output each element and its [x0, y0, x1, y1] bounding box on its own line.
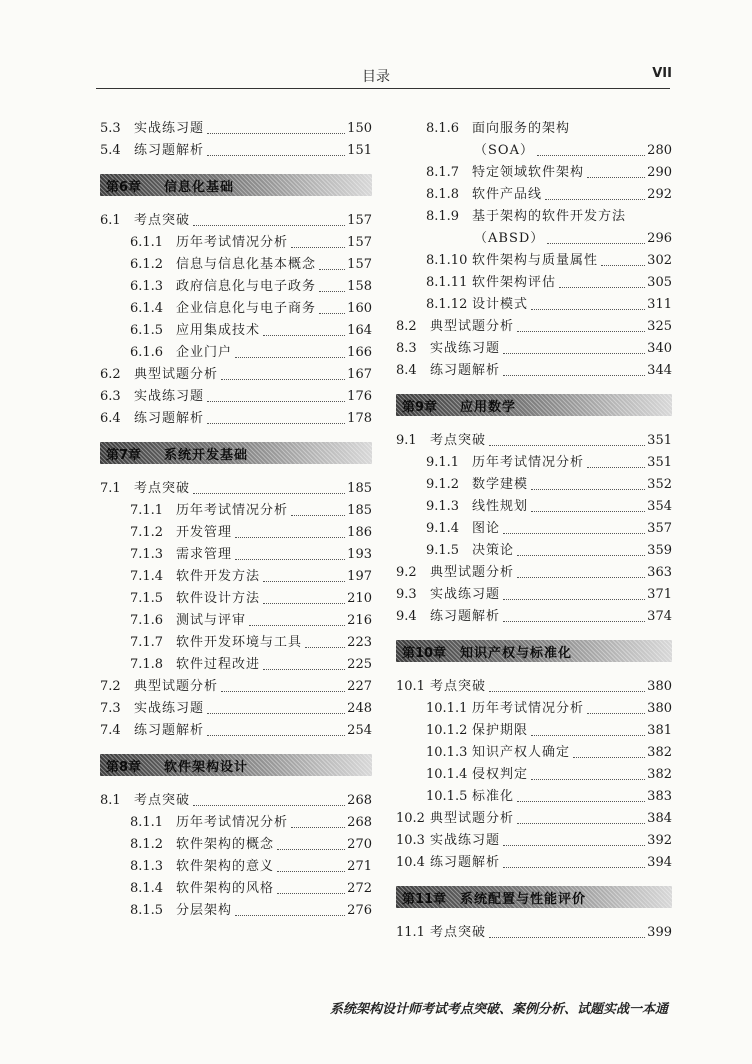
toc-entry[interactable]: 8.1.7 特定领域软件架构 290	[426, 165, 672, 180]
toc-entry[interactable]: 8.1.3 软件架构的意义 271	[130, 859, 372, 874]
toc-entry[interactable]: 6.4 练习题解析 178	[100, 411, 372, 426]
toc-entry[interactable]: 7.2 典型试题分析 227	[100, 679, 372, 694]
toc-entry[interactable]: 8.4 练习题解析 344	[396, 363, 672, 378]
toc-entry[interactable]: 9.4 练习题解析 374	[396, 609, 672, 624]
toc-entry[interactable]: 9.1.1 历年考试情况分析 351	[426, 455, 672, 470]
toc-entry[interactable]: 8.1.11 软件架构评估 305	[426, 275, 672, 290]
toc-entry[interactable]: 8.3 实战练习题 340	[396, 341, 672, 356]
toc-entry[interactable]: 8.1.4 软件架构的风格 272	[130, 881, 372, 896]
header-title: 目录	[362, 69, 390, 85]
toc-entry[interactable]: 8.1.5 分层架构 276	[130, 903, 372, 918]
toc-entry[interactable]: 6.1.2 信息与信息化基本概念 157	[130, 257, 372, 272]
toc-entry[interactable]: 6.2 典型试题分析 167	[100, 367, 372, 382]
toc-entry[interactable]: 7.1.7 软件开发环境与工具 223	[130, 635, 372, 650]
toc-entry[interactable]: 7.1.5 软件设计方法 210	[130, 591, 372, 606]
toc-entry[interactable]: 6.1.6 企业门户 166	[130, 345, 372, 360]
toc-entry[interactable]: 5.3 实战练习题 150	[100, 121, 372, 136]
header-page-number: VII	[652, 66, 672, 81]
toc-entry[interactable]: 7.1.8 软件过程改进 225	[130, 657, 372, 672]
chapter-8-heading[interactable]: 第8章 软件架构设计	[100, 754, 372, 776]
toc-entry-continuation[interactable]: （ABSD） 296	[474, 231, 672, 246]
toc-entry[interactable]: 8.1.6 面向服务的架构	[426, 121, 571, 136]
toc-entry[interactable]: 10.1.3 知识产权人确定 382	[426, 745, 672, 760]
header-rule	[96, 88, 670, 89]
footer-book-title: 系统架构设计师考试考点突破、案例分析、试题实战一本通	[329, 1002, 668, 1017]
toc-right-column	[396, 118, 672, 944]
toc-entry[interactable]: 10.1.1 历年考试情况分析 380	[426, 701, 672, 716]
toc-entry[interactable]: 7.1.6 测试与评审 216	[130, 613, 372, 628]
toc-entry[interactable]: 8.1.8 软件产品线 292	[426, 187, 672, 202]
toc-entry[interactable]: 9.1 考点突破 351	[396, 433, 672, 448]
toc-entry[interactable]: 6.1 考点突破 157	[100, 213, 372, 228]
toc-entry[interactable]: 6.1.1 历年考试情况分析 157	[130, 235, 372, 250]
chapter-10-heading[interactable]: 第10章 知识产权与标准化	[396, 640, 672, 662]
toc-entry[interactable]: 10.2 典型试题分析 384	[396, 811, 672, 826]
toc-entry[interactable]: 6.1.3 政府信息化与电子政务 158	[130, 279, 372, 294]
toc-entry[interactable]: 10.1.4 侵权判定 382	[426, 767, 672, 782]
toc-entry[interactable]: 10.1.2 保护期限 381	[426, 723, 672, 738]
toc-entry[interactable]: 7.1 考点突破 185	[100, 481, 372, 496]
toc-entry[interactable]: 8.1 考点突破 268	[100, 793, 372, 808]
toc-left-column	[100, 118, 372, 922]
toc-entry[interactable]: 7.1.4 软件开发方法 197	[130, 569, 372, 584]
toc-entry[interactable]: 8.1.9 基于架构的软件开发方法	[426, 209, 627, 224]
toc-entry[interactable]: 9.1.3 线性规划 354	[426, 499, 672, 514]
toc-entry[interactable]: 6.1.5 应用集成技术 164	[130, 323, 372, 338]
toc-entry[interactable]: 10.1.5 标准化 383	[426, 789, 672, 804]
toc-entry[interactable]: 7.1.1 历年考试情况分析 185	[130, 503, 372, 518]
toc-entry[interactable]: 7.1.3 需求管理 193	[130, 547, 372, 562]
chapter-7-heading[interactable]: 第7章 系统开发基础	[100, 442, 372, 464]
toc-entry[interactable]: 7.3 实战练习题 248	[100, 701, 372, 716]
toc-entry[interactable]: 9.2 典型试题分析 363	[396, 565, 672, 580]
toc-entry[interactable]: 10.3 实战练习题 392	[396, 833, 672, 848]
toc-entry[interactable]: 7.4 练习题解析 254	[100, 723, 372, 738]
chapter-11-heading[interactable]: 第11章 系统配置与性能评价	[396, 886, 672, 908]
toc-entry[interactable]: 9.1.5 决策论 359	[426, 543, 672, 558]
toc-entry[interactable]: 6.3 实战练习题 176	[100, 389, 372, 404]
toc-entry[interactable]: 8.1.2 软件架构的概念 270	[130, 837, 372, 852]
toc-entry[interactable]: 9.1.4 图论 357	[426, 521, 672, 536]
toc-entry[interactable]: 9.1.2 数学建模 352	[426, 477, 672, 492]
toc-entry[interactable]: 10.4 练习题解析 394	[396, 855, 672, 870]
toc-entry[interactable]: 8.1.10 软件架构与质量属性 302	[426, 253, 672, 268]
toc-entry[interactable]: 11.1 考点突破 399	[396, 925, 672, 940]
toc-entry[interactable]: 6.1.4 企业信息化与电子商务 160	[130, 301, 372, 316]
toc-entry[interactable]: 5.4 练习题解析 151	[100, 143, 372, 158]
toc-entry[interactable]: 9.3 实战练习题 371	[396, 587, 672, 602]
toc-entry-continuation[interactable]: （SOA） 280	[474, 143, 672, 158]
toc-entry[interactable]: 8.1.1 历年考试情况分析 268	[130, 815, 372, 830]
chapter-6-heading[interactable]: 第6章 信息化基础	[100, 174, 372, 196]
toc-entry[interactable]: 8.1.12 设计模式 311	[426, 297, 672, 312]
chapter-9-heading[interactable]: 第9章 应用数学	[396, 394, 672, 416]
toc-entry[interactable]: 8.2 典型试题分析 325	[396, 319, 672, 334]
toc-entry[interactable]: 10.1 考点突破 380	[396, 679, 672, 694]
toc-entry[interactable]: 7.1.2 开发管理 186	[130, 525, 372, 540]
